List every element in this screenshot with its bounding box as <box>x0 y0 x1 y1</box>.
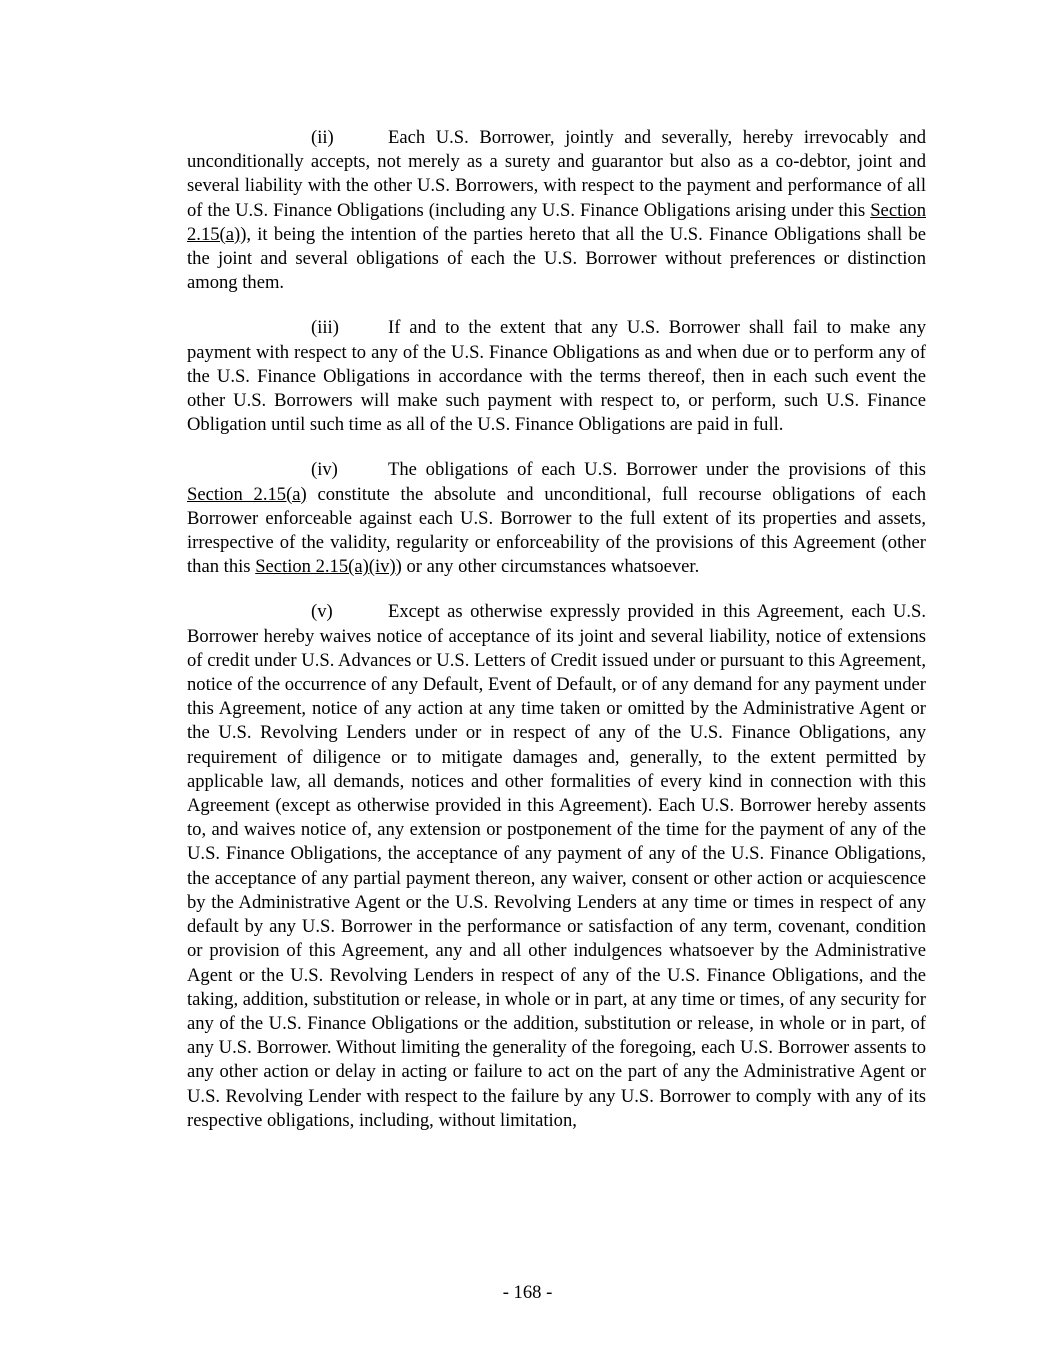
paragraph-text: ) or any other circumstances whatsoever. <box>395 556 700 578</box>
page-number: - 168 - <box>502 1282 553 1303</box>
paragraph-number: (iii) <box>311 317 339 339</box>
paragraph-number: (ii) <box>311 127 334 148</box>
paragraph-v <box>187 600 926 1132</box>
section-reference: Section 2.15(a) <box>187 199 926 245</box>
paragraph-text: Each U.S. Borrower, jointly and severally, hereby irrevocably and unconditionally accepts, not merely as a surety and guarantor but also as a co-debtor, joint and several liability with the other U.S. Borrowers, with respect to the payment and performance of all of the U.S. Finance Obligations (including any U.S. Finance Obligations arising under this <box>187 127 926 221</box>
paragraph-text: Except as otherwise expressly provided in this Agreement, each U.S. Borrower hereby waives notice of acceptance of its joint and several liability, notice of extensions of credit under U.S. Advances or U.S. Letters of Credit issued under or pursuant to this Agreement, notice of the occurrence of any Default, Event of Default, or of any demand for any payment under this Agreement, notice of any action at any time taken or omitted by the Administrative Agent or the U.S. Revolving Lenders under or in respect of any of the U.S. Finance Obligations, any requirement of diligence or to mitigate damages and, generally, to the extent permitted by applicable law, all demands, notices and other formalities of every kind in connection with this Agreement (except as otherwise provided in this Agreement). Each U.S. Borrower hereby assents to, and waives notice of, any extension or postponement of the time for the payment of any of the U.S. Finance Obligations, the acceptance of any payment of any of the U.S. Finance Obligations, the acceptance of any partial payment thereon, any waiver, consent or other action or acquiescence by the Administrative Agent or the U.S. Revolving Lenders at any time or times in respect of any default by any U.S. Borrower in the performance or satisfaction of any term, covenant, condition or provision of this Agreement, any and all other indulgences whatsoever by the Administrative Agent or the U.S. Revolving Lenders in respect of any of the U.S. Finance Obligations, and the taking, addition, substitution or release, in whole or in part, at any time or times, of any security for any of the U.S. Finance Obligations or the addition, substitution or release, in whole or in part, of any U.S. Borrower. Without limiting the generality of the foregoing, each U.S. Borrower assents to any other action or delay in acting or failure to act on the part of any the Administrative Agent or U.S. Revolving Lender with respect to the failure by any U.S. Borrower to comply with any of its respective obligations, including, without limitation, <box>187 601 926 1131</box>
section-reference: Section 2.15(a)(iv) <box>255 556 396 578</box>
paragraph-text: constitute the absolute and unconditional, full recourse obligations of each Borrower enforceable against each U.S. Borrower to the full extent of its properties and assets, irrespective of the validity, regularity or enforceability of the provisions of this Agreement (other than this <box>187 483 926 578</box>
paragraph-ii <box>187 126 926 295</box>
paragraph-number: (iv) <box>311 459 338 481</box>
section-reference: Section 2.15(a) <box>187 483 307 505</box>
paragraph-text: If and to the extent that any U.S. Borrower shall fail to make any payment with respect to any of the U.S. Finance Obligations as and when due or to perform any of the U.S. Finance Obligations in accordance with the terms thereof, then in each such event the other U.S. Borrowers will make such payment with respect to, or perform, such U.S. Finance Obligation until such time as all of the U.S. Finance Obligations are paid in full. <box>187 317 926 436</box>
document-body <box>187 126 926 1154</box>
paragraph-number: (v) <box>311 601 333 623</box>
paragraph-iv <box>187 458 926 579</box>
paragraph-iii <box>187 316 926 437</box>
paragraph-text: ), it being the intention of the parties hereto that all the U.S. Finance Obligations shall be the joint and several obligations of each the U.S. Borrower without preferences or distinction among them. <box>187 223 926 294</box>
paragraph-text: The obligations of each U.S. Borrower under the provisions of this <box>388 459 926 481</box>
